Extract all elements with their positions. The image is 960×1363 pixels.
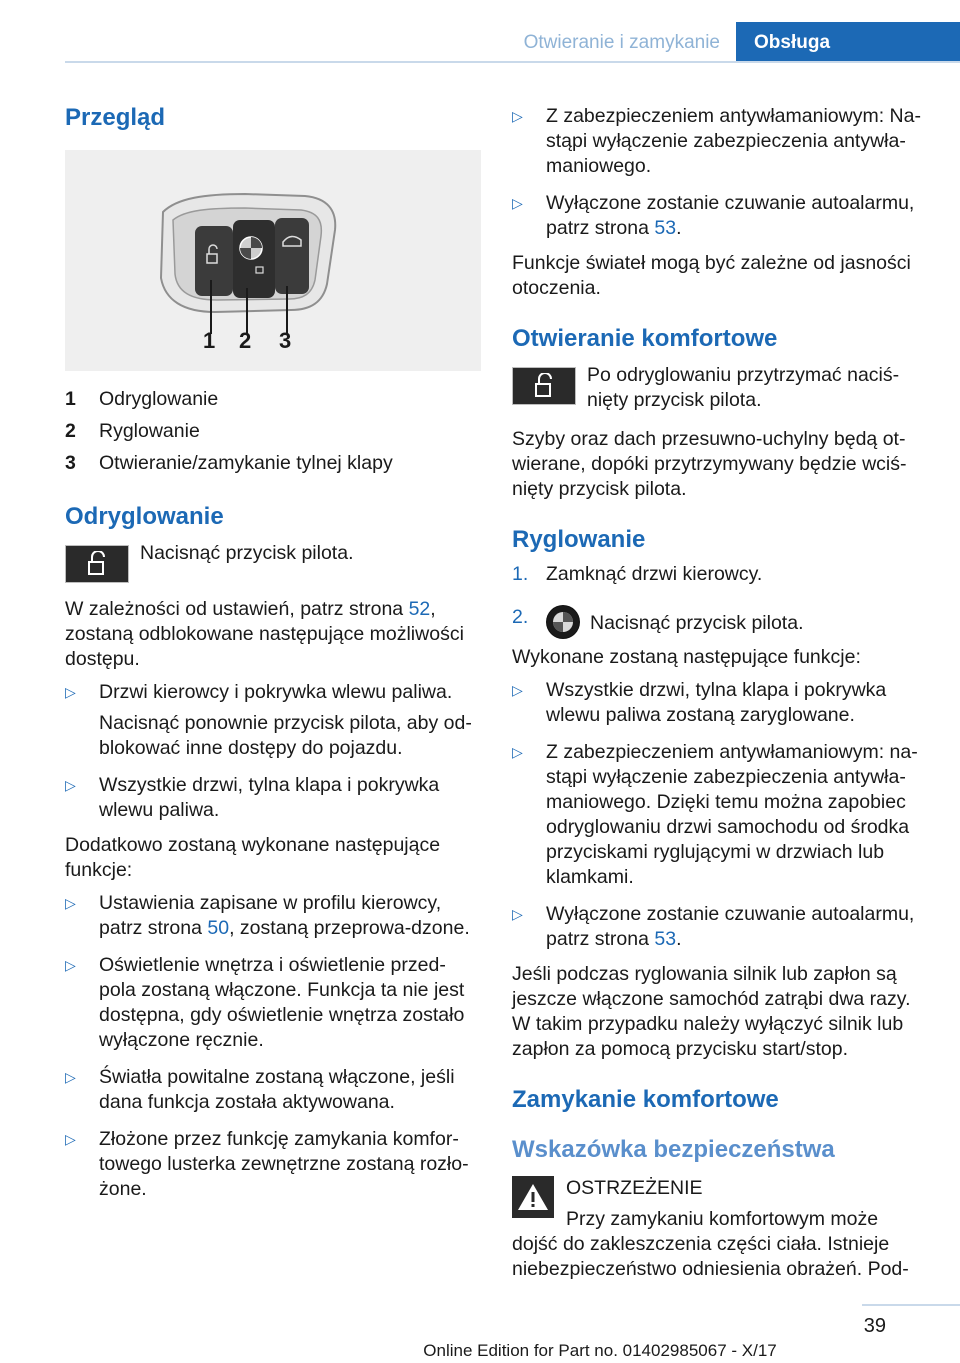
list-item [65, 773, 481, 823]
left-column [65, 96, 481, 1214]
safety-heading: Wskazówka bezpieczeństwa [512, 1136, 835, 1163]
warning-text: dojść do zakleszczenia części ciała. Istnieje niebezpieczeństwo odniesienia obrażeń. Pod- [512, 1233, 909, 1280]
callout-3: 3 [279, 328, 292, 353]
unlock-paragraph [65, 597, 481, 672]
text-span: Wyłączone zostanie czuwanie autoalarmu, patrz strona [546, 903, 915, 950]
list-item [65, 680, 481, 761]
list-item: ▷ Wszystkie drzwi, tylna klapa i pokrywka wlewu paliwa zostaną zaryglowane. [512, 678, 926, 728]
step-item [512, 605, 926, 639]
comfort-open-instruction [512, 363, 926, 413]
header-section-tab: Otwieranie i zamykanie [523, 32, 720, 53]
list-item-text: ▷ Wszystkie drzwi, tylna klapa i pokrywka wlewu paliwa. [99, 774, 440, 821]
legend-label: Otwieranie/zamykanie tylnej klapy [99, 452, 393, 474]
unlock-button-icon [512, 367, 576, 405]
comfort-open-heading: Otwieranie komfortowe [512, 325, 778, 352]
header-divider [65, 61, 960, 63]
lock-functions-list [512, 678, 926, 952]
bmw-logo-icon [546, 605, 580, 639]
page-link-53[interactable]: 53 [654, 217, 677, 239]
right-column [512, 104, 926, 1282]
warning-first-line: Przy zamykaniu komfortowym może [566, 1208, 879, 1230]
list-item: ▷ Światła powitalne zostaną włączone, jeśli dana funkcja została aktywowana. [65, 1065, 481, 1115]
warning-block [512, 1176, 926, 1232]
comfort-open-paragraph: Szyby oraz dach przesuwno-uchylny będą ot-wierane, dopóki przytrzymywany będzie wciś-nięty przycisk pilota. [512, 428, 907, 500]
step-text-wrap [546, 605, 804, 639]
header-tabs [480, 22, 960, 64]
callout-2: 2 [239, 328, 252, 353]
comfort-open-instruction-text: Po odryglowaniu przytrzymać naciś-nięty przycisk pilota. [587, 364, 900, 411]
lock-steps [512, 562, 926, 639]
legend-label: Odryglowanie [99, 388, 219, 410]
horn-paragraph: Jeśli podczas ryglowania silnik lub zapłon są jeszcze włączone samochód zatrąbi dwa razy. W takim przypadku należy wyłączyć silnik lub zapłon za pomocą przycisku start/stop. [512, 963, 911, 1060]
edition-footer: Online Edition for Part no. 01402985067 - X/17 [423, 1341, 777, 1360]
comfort-close-heading: Zamykanie komfortowe [512, 1086, 779, 1113]
step-item [512, 562, 926, 587]
warning-head [566, 1176, 878, 1232]
text-span: Wyłączone zostanie czuwanie autoalarmu, patrz strona [546, 192, 915, 239]
legend-item [65, 383, 481, 415]
list-item [512, 902, 926, 952]
footer-divider [862, 1304, 960, 1306]
unlock-instruction [65, 541, 481, 583]
callout-1: 1 [203, 328, 216, 353]
page-link-52[interactable]: 52 [408, 598, 431, 620]
list-item: ▷ Z zabezpieczeniem antywłamaniowym: Na-stąpi wyłączenie zabezpieczenia antywła-maniowego. [512, 104, 926, 179]
unlock-heading: Odryglowanie [65, 503, 224, 530]
legend-item [65, 415, 481, 447]
warning-triangle-icon [512, 1176, 554, 1218]
warning-label: OSTRZEŻENIE [566, 1177, 703, 1199]
key-legend [65, 383, 481, 479]
unlock-access-list [65, 680, 481, 823]
list-item: ▷ Oświetlenie wnętrza i oświetlenie przed-pola zostaną włączone. Funkcja ta nie jest dostępna, gdy oświetlenie wnętrza zostało wyłączone ręcznie. [65, 953, 481, 1053]
step-number: 1. [512, 563, 529, 585]
text-span: . [676, 928, 682, 950]
text-span: W zależności od ustawień, patrz strona [65, 598, 409, 620]
list-item-note: Nacisnąć ponownie przycisk pilota, aby od-blokować inne dostępy do pojazdu. [99, 712, 472, 759]
unlock-instruction-text: Nacisnąć przycisk pilota. [140, 542, 354, 564]
page-link-50[interactable]: 50 [207, 917, 230, 939]
legend-number: 3 [65, 452, 76, 474]
legend-number: 1 [65, 388, 76, 410]
text-span: , zostaną odblokowane następujące możliwości dostępu. [65, 598, 464, 670]
text-span: . [676, 217, 682, 239]
lock-heading: Ryglowanie [512, 526, 646, 553]
list-item: ▷ Złożone przez funkcję zamykania komfor-towego lusterka zewnętrzne zostaną rozło-żone. [65, 1127, 481, 1202]
text-span: , zostaną przeprowa-dzone. [229, 917, 470, 939]
legend-label: Ryglowanie [99, 420, 200, 442]
overview-heading: Przegląd [65, 104, 166, 131]
step-text: Zamknąć drzwi kierowcy. [546, 563, 763, 585]
text-span: Ustawienia zapisane w profilu kierowcy, patrz strona [99, 892, 442, 939]
list-item-text: ▷ Drzwi kierowcy i pokrywka wlewu paliwa. [99, 681, 453, 703]
legend-number: 2 [65, 420, 76, 442]
car-key-illustration [65, 150, 481, 371]
header-chapter-tab: Obsługa [736, 22, 960, 62]
page-link-53[interactable]: 53 [654, 928, 677, 950]
additional-functions-list [65, 891, 481, 1202]
page-number: 39 [863, 1315, 886, 1337]
light-functions-paragraph: Funkcje świateł mogą być zależne od jasności otoczenia. [512, 252, 911, 299]
list-item [512, 191, 926, 241]
step-number: 2. [512, 606, 529, 628]
legend-item [65, 447, 481, 479]
list-item: ▷ Z zabezpieczeniem antywłamaniowym: na-stąpi wyłączenie zabezpieczenia antywła-maniowego. Dzięki temu można zapobiec odryglowaniu drzwi samochodu od środka przyciskami ryglującymi w drzwiach lub klamkami. [512, 740, 926, 890]
unlock-button-icon [65, 545, 129, 583]
lock-functions-paragraph: Wykonane zostaną następujące funkcje: [512, 646, 861, 668]
additional-functions-paragraph: Dodatkowo zostaną wykonane następujące funkcje: [65, 834, 441, 881]
unlock-functions-continued-list [512, 104, 926, 241]
step-text: Nacisnąć przycisk pilota. [590, 612, 804, 634]
list-item [65, 891, 481, 941]
